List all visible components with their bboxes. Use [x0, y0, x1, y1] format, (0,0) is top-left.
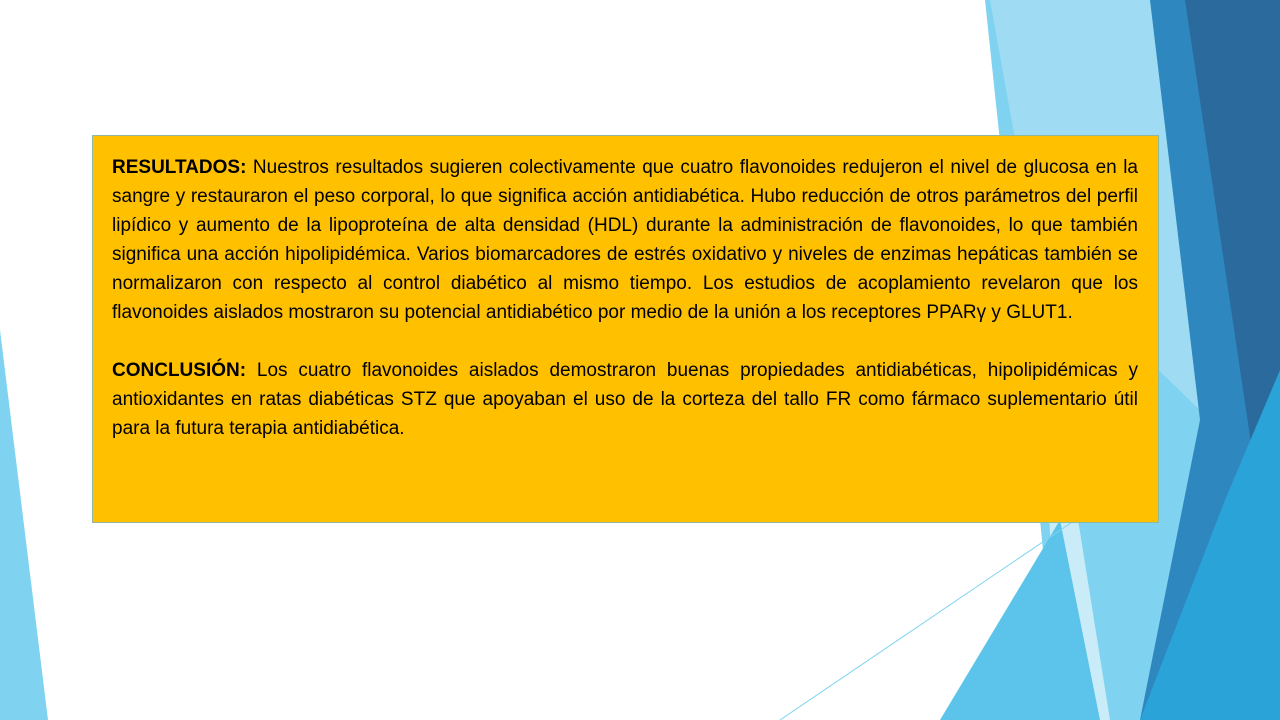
- results-paragraph: [112, 153, 1138, 327]
- conclusion-text: Los cuatro flavonoides aislados demostraron buenas propiedades antidiabéticas, hipolipidémicas y antioxidantes en ratas diabéticas STZ que apoyaban el uso de la corteza del tallo FR como fármaco suplementario útil para la futura terapia antidiabética.: [112, 360, 1138, 439]
- left-light-blue-facet: [0, 330, 48, 720]
- results-conclusion-box: [92, 135, 1159, 523]
- results-label: RESULTADOS:: [112, 157, 247, 178]
- conclusion-paragraph: [112, 356, 1138, 443]
- conclusion-label: CONCLUSIÓN:: [112, 360, 247, 381]
- results-text: Nuestros resultados sugieren colectivamente que cuatro flavonoides redujeron el nivel de glucosa en la sangre y restauraron el peso corporal, lo que significa acción antidiabética. Hubo reducción de otros parámetros del perfil lipídico y aumento de la lipoproteína de alta densidad (HDL) durante la administración de flavonoides, lo que también significa una acción hipolipidémica. Varios biomarcadores de estrés oxidativo y niveles de enzimas hepáticas también se normalizaron con respecto al control diabético al mismo tiempo. Los estudios de acoplamiento revelaron que los flavonoides aislados mostraron su potencial antidiabético por medio de la unión a los receptores PPARγ y GLUT1.: [112, 157, 1138, 323]
